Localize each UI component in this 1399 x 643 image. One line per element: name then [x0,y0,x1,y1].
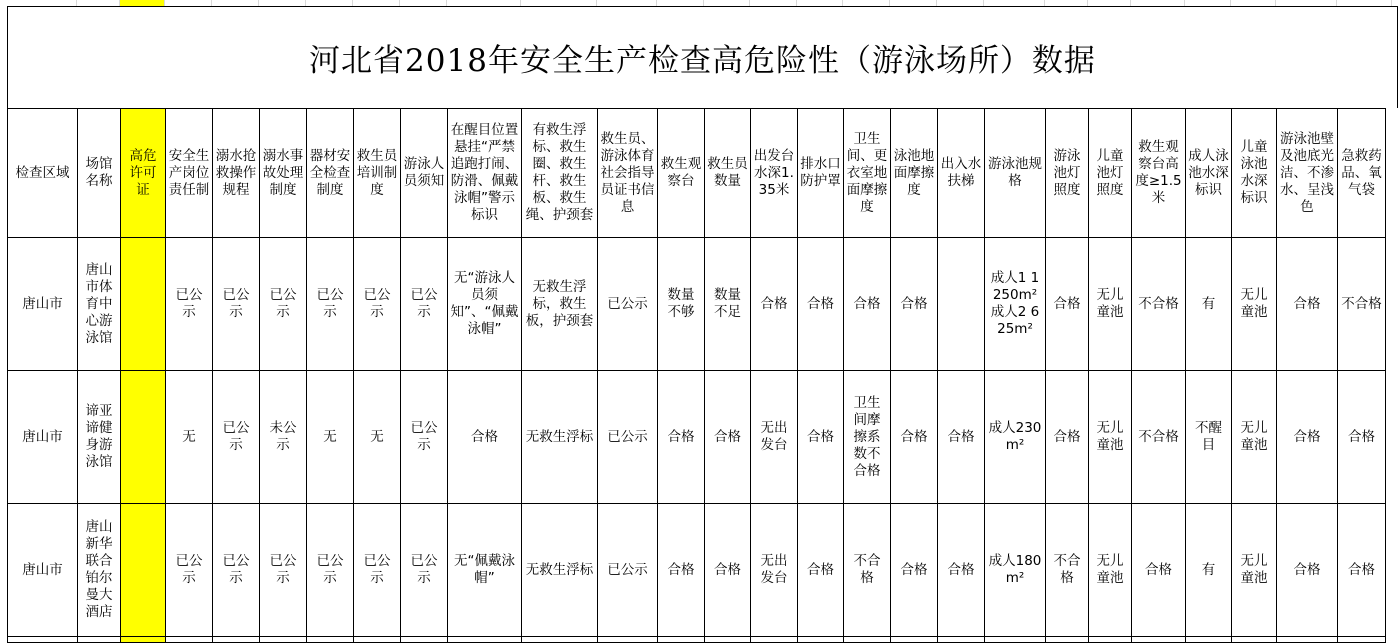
table-cell: 唐山市 [8,504,78,637]
table-cell: 无救生浮标 [522,504,598,637]
table-cell [938,238,985,371]
table-cell: 无“佩戴泳帽” [448,504,522,637]
table-cell: 有 [1186,238,1232,371]
header-cell: 救生观察台高度≥1.5米 [1132,109,1186,238]
table-cell: 无救生浮标 [522,371,598,504]
table-cell: 已公示 [354,238,401,371]
table-cell: 无儿童池 [1232,238,1277,371]
header-cell: 出入水扶梯 [938,109,985,238]
table-row [8,238,1386,371]
table-cell: 已公示 [598,504,658,637]
header-row [8,109,1386,238]
table-row [8,504,1386,637]
table-cell: 无 [307,371,354,504]
table-cell: 无儿童池 [1089,238,1132,371]
table-cell: 不合格 [1132,371,1186,504]
header-cell: 排水口防护罩 [798,109,844,238]
header-cell: 游泳池规格 [985,109,1046,238]
table-cell: 合格 [1338,371,1386,504]
header-cell: 游泳人员须知 [401,109,448,238]
table-cell: 已公示 [401,371,448,504]
table-cell: 已公示 [354,504,401,637]
table-cell: 未公示 [260,371,307,504]
header-cell: 在醒目位置悬挂“严禁追跑打闹、防滑、佩戴泳帽”警示标识 [448,109,522,238]
table-cell: 不合格 [1132,238,1186,371]
table-cell: 卫生间摩擦系数不合格 [844,371,891,504]
table-cell: 成人180m² [985,504,1046,637]
header-cell: 有救生浮标、救生圈、救生杆、救生板、救生绳、护颈套 [522,109,598,238]
table-cell: 数量不够 [658,238,705,371]
table-cell [121,504,166,637]
header-cell: 出发台水深1.35米 [751,109,798,238]
table-cell: 已公示 [401,238,448,371]
table-cell: 已公示 [598,238,658,371]
table-cell: 已公示 [213,238,260,371]
table-cell: 已公示 [260,504,307,637]
sheet-title: 河北省2018年安全生产检查高危险性（游泳场所）数据 [7,6,1398,108]
table-cell: 合格 [1132,504,1186,637]
table-cell: 合格 [1046,238,1089,371]
table-cell: 无“游泳人员须知”、“佩戴泳帽” [448,238,522,371]
header-cell: 检查区域 [8,109,78,238]
table-cell: 合格 [1277,238,1338,371]
table-cell: 无儿童池 [1089,504,1132,637]
table-cell: 唐山新华联合铂尔曼大酒店 [78,504,121,637]
table-cell: 无 [166,371,213,504]
header-cell: 卫生间、更衣室地面摩擦度 [844,109,891,238]
header-cell: 高危许可证 [121,109,166,238]
table-cell: 已公示 [307,238,354,371]
table-cell: 成人1 1250m² 成人2 625m² [985,238,1046,371]
table-cell: 不合格 [844,504,891,637]
header-cell: 安全生产岗位责任制 [166,109,213,238]
table-cell [121,371,166,504]
table-cell: 合格 [891,371,938,504]
header-cell: 儿童泳池水深标识 [1232,109,1277,238]
table-cell: 合格 [1338,504,1386,637]
table-cell: 合格 [891,238,938,371]
table-cell: 数量不足 [705,238,751,371]
table-cell: 无 [354,371,401,504]
table-cell: 合格 [798,238,844,371]
table-cell: 合格 [1277,504,1338,637]
table-cell: 已公示 [213,371,260,504]
table-cell: 不醒目 [1186,371,1232,504]
table-cell: 合格 [1277,371,1338,504]
header-cell: 救生观察台 [658,109,705,238]
table-cell: 已公示 [166,238,213,371]
table-cell: 无儿童池 [1232,504,1277,637]
table-cell: 合格 [705,504,751,637]
table-cell: 合格 [658,504,705,637]
table-cell: 无儿童池 [1232,371,1277,504]
header-cell: 儿童池灯照度 [1089,109,1132,238]
header-cell: 救生员培训制度 [354,109,401,238]
table-cell: 合格 [798,504,844,637]
header-cell: 游泳池壁及池底光洁、不渗水、呈浅色 [1277,109,1338,238]
header-cell: 溺水事故处理制度 [260,109,307,238]
header-cell: 器材安全检查制度 [307,109,354,238]
table-cell [121,238,166,371]
table-cell: 合格 [448,371,522,504]
header-cell: 游泳池灯照度 [1046,109,1089,238]
table-cell: 合格 [798,371,844,504]
table-cell: 已公示 [307,504,354,637]
table-cell: 有 [1186,504,1232,637]
table-cell: 无救生浮标，救生板，护颈套 [522,238,598,371]
table-cell: 已公示 [166,504,213,637]
table-cell: 已公示 [401,504,448,637]
header-cell: 救生员、游泳体育社会指导员证书信息 [598,109,658,238]
table-cell: 成人230m² [985,371,1046,504]
table-cell: 已公示 [213,504,260,637]
header-cell: 溺水抢救操作规程 [213,109,260,238]
table-cell: 已公示 [260,238,307,371]
table-cell: 唐山市体育中心游泳馆 [78,238,121,371]
table-cell: 唐山市 [8,371,78,504]
table-cell: 不合格 [1046,504,1089,637]
header-cell: 泳池地面摩擦度 [891,109,938,238]
table-cell: 合格 [705,371,751,504]
inspection-table [7,108,1386,643]
header-cell: 成人泳池水深标识 [1186,109,1232,238]
table-cell: 合格 [658,371,705,504]
table-cell: 无出发台 [751,371,798,504]
table-cell: 已公示 [598,371,658,504]
table-cell: 谛亚谛健身游泳馆 [78,371,121,504]
table-cell: 合格 [938,371,985,504]
table-cell: 合格 [938,504,985,637]
table-cell: 不合格 [1338,238,1386,371]
table-row [8,371,1386,504]
table-cell: 合格 [844,238,891,371]
table-cell: 合格 [751,238,798,371]
table-cell: 无儿童池 [1089,371,1132,504]
table-cell: 唐山市 [8,238,78,371]
header-cell: 救生员数量 [705,109,751,238]
table-cell: 合格 [1046,371,1089,504]
table-cell: 无出发台 [751,504,798,637]
header-cell: 急救药品、氧气袋 [1338,109,1386,238]
table-cell: 合格 [891,504,938,637]
header-cell: 场馆名称 [78,109,121,238]
